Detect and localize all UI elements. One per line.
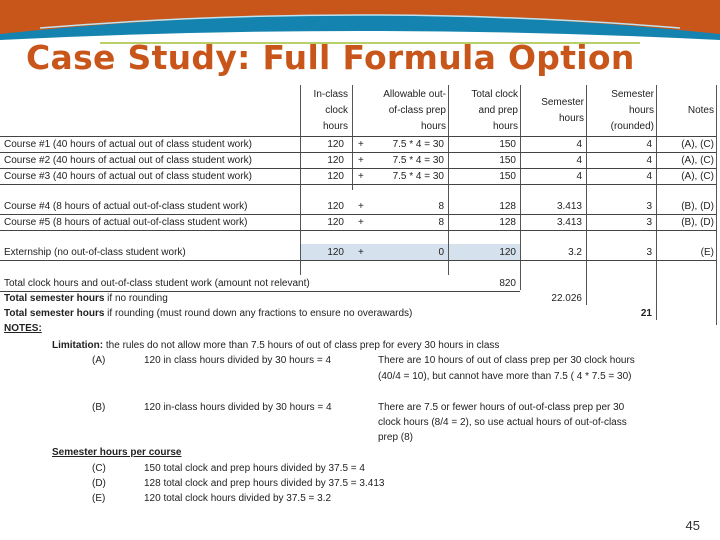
note-d-key: (D) — [92, 478, 106, 489]
cell-label: Course #3 (40 hours of actual out of class student work) — [4, 171, 252, 182]
cell-op: + — [358, 171, 364, 182]
table-row — [0, 215, 716, 231]
note-d-text: 128 total clock and prep hours divided by 37.5 = 3.413 — [144, 478, 385, 489]
note-b-key: (B) — [92, 402, 106, 413]
cell-semester: 4 — [576, 155, 582, 166]
header-total: Total clock and prep hours — [471, 89, 518, 132]
header-rounded: Semester hours (rounded) — [610, 89, 654, 132]
cell-total: 150 — [499, 139, 516, 150]
cell-prep: 7.5 * 4 = 30 — [392, 139, 444, 150]
cell-inclass: 120 — [327, 139, 344, 150]
cell-op: + — [358, 201, 364, 212]
cell-inclass: 120 — [327, 217, 344, 228]
limitation-text: the rules do not allow more than 7.5 hours of out of class prep for every 30 hours in class — [103, 340, 500, 351]
page-number: 45 — [685, 518, 700, 533]
cell-total: 150 — [499, 155, 516, 166]
total-clock-value: 820 — [499, 278, 516, 289]
cell-prep: 7.5 * 4 = 30 — [392, 171, 444, 182]
cell-prep: 8 — [438, 201, 444, 212]
note-c-text: 150 total clock and prep hours divided by 37.5 = 4 — [144, 463, 365, 474]
limitation-label: Limitation: — [52, 340, 104, 351]
cell-op: + — [358, 217, 364, 228]
cell-inclass: 120 — [327, 201, 344, 212]
cell-label: Externship (no out-of-class student work) — [4, 247, 186, 258]
cell-notes: (A), (C) — [681, 171, 714, 182]
cell-op: + — [358, 247, 364, 258]
cell-total: 150 — [499, 171, 516, 182]
note-c-key: (C) — [92, 463, 106, 474]
header-notes: Notes — [687, 105, 714, 116]
cell-op: + — [358, 155, 364, 166]
no-rounding-label-bold: Total semester hours — [4, 293, 105, 304]
header-prep: Allowable out- of-class prep hours — [383, 89, 446, 132]
notes-heading: NOTES: — [4, 323, 42, 334]
cell-label: Course #4 (8 hours of actual out-of-class student work) — [4, 201, 248, 212]
rounding-label: if rounding (must round down any fractions to ensure no overawards) — [104, 308, 413, 319]
cell-semester: 3.2 — [568, 247, 582, 258]
cell-semester: 4 — [576, 171, 582, 182]
table-row — [0, 199, 716, 215]
no-rounding-label: if no rounding — [104, 293, 168, 304]
header-inclass: In-class clock hours — [313, 89, 348, 132]
note-b-desc: prep (8) — [378, 432, 414, 443]
cell-prep: 7.5 * 4 = 30 — [392, 155, 444, 166]
note-b-desc: There are 7.5 or fewer hours of out-of-class prep per 30 — [378, 402, 625, 413]
note-a-desc: (40/4 = 10), but cannot have more than 7.5 ( 4 * 7.5 = 30) — [378, 371, 632, 382]
cell-rounded: 3 — [646, 217, 652, 228]
note-e-text: 120 total clock hours divided by 37.5 = 3.2 — [144, 493, 332, 504]
cell-label: Course #5 (8 hours of actual out-of-class student work) — [4, 217, 248, 228]
note-b-desc: clock hours (8/4 = 2), so use actual hours of out-of-class — [378, 417, 627, 428]
note-a-desc: There are 10 hours of out of class prep per 30 clock hours — [378, 355, 635, 366]
cell-rounded: 3 — [646, 201, 652, 212]
header-semester: Semester hours — [541, 97, 584, 124]
cell-notes: (A), (C) — [681, 139, 714, 150]
cell-rounded: 4 — [646, 155, 652, 166]
cell-label: Course #1 (40 hours of actual out of class student work) — [4, 139, 252, 150]
cell-notes: (A), (C) — [681, 155, 714, 166]
cell-total: 128 — [499, 217, 516, 228]
total-clock-label: Total clock hours and out-of-class student work (amount not relevant) — [4, 278, 310, 289]
cell-inclass: 120 — [327, 247, 344, 258]
cell-semester: 3.413 — [556, 201, 582, 212]
cell-prep: 8 — [438, 217, 444, 228]
semester-hours-heading: Semester hours per course — [52, 447, 182, 458]
cell-inclass: 120 — [327, 171, 344, 182]
cell-total: 120 — [499, 247, 516, 258]
cell-inclass: 120 — [327, 155, 344, 166]
cell-rounded: 4 — [646, 139, 652, 150]
cell-total: 128 — [499, 201, 516, 212]
table-row — [0, 153, 716, 169]
cell-prep: 0 — [438, 247, 444, 258]
cell-op: + — [358, 139, 364, 150]
note-a-key: (A) — [92, 355, 106, 366]
cell-notes: (E) — [700, 247, 714, 258]
cell-semester: 3.413 — [556, 217, 582, 228]
rounding-label-bold: Total semester hours — [4, 308, 105, 319]
table-row — [0, 169, 716, 185]
cell-notes: (B), (D) — [681, 217, 714, 228]
note-e-key: (E) — [92, 493, 106, 504]
cell-notes: (B), (D) — [681, 201, 714, 212]
table-row — [0, 137, 716, 153]
no-rounding-value: 22.026 — [551, 293, 582, 304]
note-a-text: 120 in class hours divided by 30 hours = 4 — [144, 355, 332, 366]
cell-rounded: 4 — [646, 171, 652, 182]
spreadsheet-table — [0, 85, 720, 334]
table-row — [0, 245, 716, 261]
cell-rounded: 3 — [646, 247, 652, 258]
page-title: Case Study: Full Formula Option — [26, 38, 635, 77]
cell-semester: 4 — [576, 139, 582, 150]
cell-label: Course #2 (40 hours of actual out of class student work) — [4, 155, 252, 166]
note-b-text: 120 in-class hours divided by 30 hours = 4 — [144, 402, 332, 413]
rounding-value: 21 — [640, 308, 652, 319]
